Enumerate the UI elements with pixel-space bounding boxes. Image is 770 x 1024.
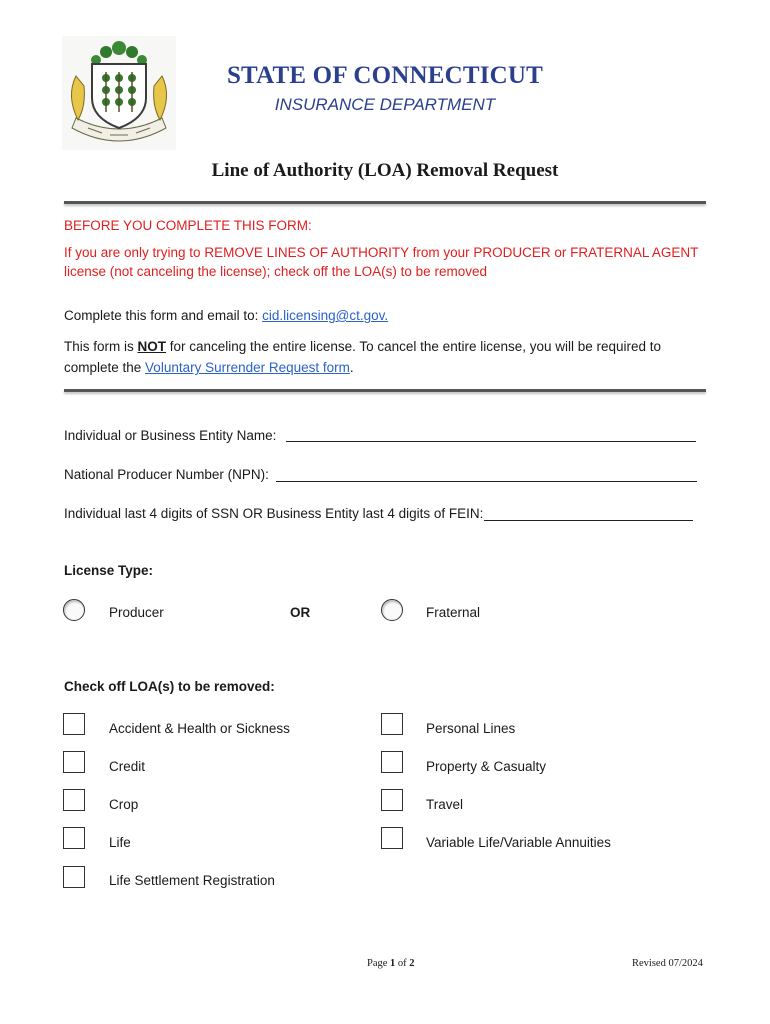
name-input-line[interactable]	[286, 441, 696, 442]
loa-checkbox[interactable]	[63, 827, 85, 849]
producer-label: Producer	[109, 605, 164, 620]
producer-radio[interactable]	[63, 599, 85, 621]
cancel-text-4: .	[349, 360, 354, 375]
loa-checkbox[interactable]	[63, 866, 85, 888]
npn-input-line[interactable]	[276, 481, 697, 482]
divider	[64, 389, 706, 392]
warning-line-2: license (not canceling the license); check off the LOA(s) to be removed	[64, 264, 487, 279]
page-current: 1	[390, 958, 396, 969]
or-label: OR	[290, 605, 311, 620]
ssn-fein-input-line[interactable]	[484, 520, 693, 521]
loa-checkbox[interactable]	[381, 827, 403, 849]
loa-checkbox[interactable]	[381, 713, 403, 735]
license-type-heading: License Type:	[64, 563, 154, 578]
state-seal-logo	[62, 36, 176, 150]
loa-checkbox[interactable]	[63, 789, 85, 811]
loa-label: Credit	[109, 759, 146, 774]
not-emphasis: NOT	[137, 339, 167, 354]
loa-heading: Check off LOA(s) to be removed:	[64, 679, 275, 694]
ssn-fein-label: Individual last 4 digits of SSN OR Business Entity last 4 digits of FEIN:	[64, 506, 484, 521]
loa-checkbox[interactable]	[63, 713, 85, 735]
warning-line-1: If you are only trying to REMOVE LINES OF AUTHORITY from your PRODUCER or FRATERNAL AGENT	[64, 245, 699, 260]
cancel-note-line-2	[64, 357, 724, 378]
name-label: Individual or Business Entity Name:	[64, 428, 277, 443]
loa-checkbox[interactable]	[381, 789, 403, 811]
email-prefix: Complete this form and email to:	[64, 308, 263, 323]
page-of: of	[395, 958, 410, 969]
cancel-note	[64, 336, 724, 378]
page-prefix: Page	[367, 958, 391, 969]
loa-label: Crop	[109, 797, 139, 812]
loa-label: Personal Lines	[426, 721, 516, 736]
loa-label: Travel	[426, 797, 464, 812]
email-link[interactable]: cid.licensing@ct.gov.	[262, 308, 389, 323]
cancel-text-2: for canceling the entire license. To cancel the entire license, you will be required to	[166, 339, 662, 354]
revised-date: Revised 07/2024	[632, 958, 703, 969]
divider	[64, 201, 706, 204]
loa-label: Property & Casualty	[426, 759, 547, 774]
form-title: Line of Authority (LOA) Removal Request	[211, 160, 559, 181]
agency-subtitle: INSURANCE DEPARTMENT	[274, 95, 496, 114]
email-instruction	[64, 305, 388, 326]
loa-checkbox[interactable]	[381, 751, 403, 773]
before-heading: BEFORE YOU COMPLETE THIS FORM:	[64, 218, 312, 233]
page-indicator	[367, 958, 415, 969]
loa-label: Accident & Health or Sickness	[109, 721, 290, 736]
loa-label: Life Settlement Registration	[109, 873, 275, 888]
fraternal-label: Fraternal	[426, 605, 481, 620]
loa-label: Variable Life/Variable Annuities	[426, 835, 611, 850]
surrender-form-link[interactable]: Voluntary Surrender Request form	[145, 360, 350, 375]
npn-label: National Producer Number (NPN):	[64, 467, 269, 482]
cancel-text-3: complete the	[64, 360, 146, 375]
fraternal-radio[interactable]	[381, 599, 403, 621]
loa-checkbox[interactable]	[63, 751, 85, 773]
loa-label: Life	[109, 835, 131, 850]
agency-title: STATE OF CONNECTICUT	[226, 62, 544, 89]
cancel-text-1: This form is	[64, 339, 138, 354]
page-total: 2	[409, 958, 415, 969]
cancel-note-line-1	[64, 336, 724, 357]
